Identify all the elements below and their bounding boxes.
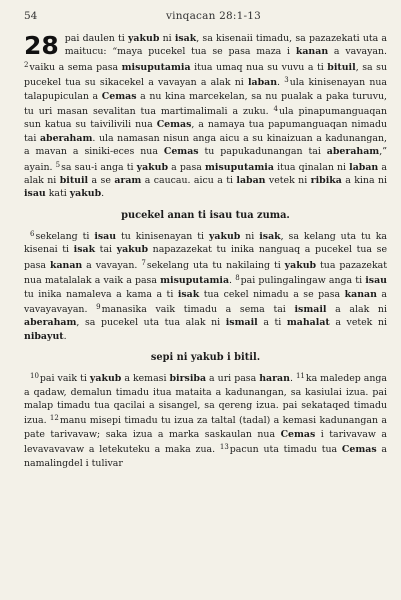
bold-name: yakub [89,373,122,385]
bold-name: Cemas [101,90,137,102]
text-run: ula pinapumanguaqan sun katua su taivilivili nua [24,106,387,131]
text-run: napazazekat tu inika nanguaq a pucekel tua se pasa [24,244,387,271]
bold-name: nibayut [24,330,64,342]
text-run: , sa kelang uta tu ka kisenai ti [24,230,387,256]
paragraph [24,370,387,470]
text-run: a kina ni [341,175,388,187]
text-run: . [289,373,296,385]
text-run: a vavayan. [328,46,387,58]
text-run: tua pazazekat nua matalalak a vaik a pasa [24,259,387,287]
bold-name: isak [259,230,281,242]
text-run: tu inika namaleva a kama a ti [24,288,178,300]
text-run: . [63,330,67,342]
verse-number: 11 [295,372,305,381]
text-run: a vavayan. [82,259,142,271]
bold-name: laban [349,161,379,173]
bold-name: yakub [284,259,317,271]
verse-number: 13 [219,443,229,452]
verse-number: 4 [273,105,279,114]
text-run: pai daulen ti [64,33,128,44]
bold-name: isak [177,288,200,300]
text-run: manu misepi timadu tu izua za taltal (tadal) a kemasi kadunangan a pate tarivavaw; saka izua a marka saskaulan nua [24,415,387,440]
bold-name: Cemas [156,119,192,131]
bold-name: yakub [116,244,149,256]
bold-name: misuputamia [205,161,274,173]
text-run: ula kinisenayan nua talapupiculan a [24,77,387,102]
text-run: a ti [257,317,287,329]
bold-name: laban [247,77,278,89]
bold-name: laban [236,175,266,187]
bold-name: isau [24,188,46,200]
text-run: ka maledep anga a qadaw, demalun timadu itua mataita a kadunangan, sa kasiulai izua. pai malap timadu tua qacilai a sisangel, sa qereng izua. pai sekataqed timadu izua. [24,373,387,427]
bold-name: kanan [344,288,377,300]
bold-name: ismail [225,317,258,329]
text-run: . ula namasan nisun anga aicu a su kinaizuan a kadunangan, a mavan a siniki-eces nua [24,132,387,158]
text-run: a pasa [168,161,206,173]
text-run: a vavayavayan. [24,288,387,315]
text-run: ni [240,230,260,242]
bold-name: aberaham [326,146,380,158]
verse-number: 6 [30,229,35,238]
bold-name: ismail [294,303,327,315]
section-heading: pucekel anan ti isau tua zuma. [121,209,290,221]
chapter-number: 28 [24,31,59,60]
bold-name: haran [259,373,290,385]
bold-name: isau [365,275,387,287]
text-run: a uri pasa [206,373,260,385]
text-run: a caucau. aicu a ti [141,175,237,187]
text-run: , sa su pucekel tua su sikacekel a vavayan a alak ni [24,61,387,89]
bold-name: misuputamia [121,61,191,73]
text-run: . [229,275,236,287]
chapter-reference: vinqacan 28:1-13 [166,10,261,22]
bold-name: Cemas [280,428,316,440]
bold-name: kanan [295,46,329,58]
scripture-text [24,32,387,470]
paragraph [24,228,387,343]
bold-name: birsiba [169,373,207,385]
text-run: tu papukadunangan tai [198,146,327,158]
verse-number: 5 [55,160,61,169]
bold-name: yakub [69,188,102,200]
bold-name: aram [114,175,142,187]
text-run: itua qinalan ni [273,161,350,173]
text-run: a nu kina marcekelan, sa nu pualak a paka turuvu, tu uri masan sevalitan tua martimalimali a zuku. [24,90,388,118]
text-run: ni [159,33,175,44]
bold-name: yakub [127,33,160,44]
bold-name: isau [94,230,117,242]
section-heading: sepi ni yakub i bitil. [150,352,261,364]
text-run: a se [88,175,115,187]
verse-number: 8 [235,274,240,283]
text-run: . [101,188,105,200]
bold-name: bituil [327,61,356,73]
bold-name: aberaham [24,317,77,329]
text-run: manasika vaik timadu a sema tai [101,303,295,315]
text-run: tai [95,244,117,256]
paragraph [24,32,387,201]
bold-name: isak [174,33,197,44]
text-run: a alak ni [326,303,387,315]
text-run: sekelang ti [35,230,95,242]
text-run: i tarivavaw a levavavavaw a letekuteku a maka zua. [24,428,387,456]
text-run: pai pulingalingaw anga ti [240,275,366,287]
text-run: a namalingdel i tulivar [24,444,387,469]
text-run: a vetek ni [329,317,387,329]
bold-name: Cemas [163,146,199,158]
text-run: a alak ni [24,161,387,187]
text-run: ,” ayain. [24,146,387,173]
text-run: . [277,77,285,89]
text-run: vaiku a sema pasa [29,61,122,73]
bold-name: misuputamia [160,275,230,287]
bold-name: kanan [49,259,83,271]
text-run: sa sau-i anga ti [61,161,137,173]
text-run: tu kinisenayan ti [116,230,209,242]
bold-name: mahalat [286,317,330,329]
text-run: kati [45,188,70,200]
bold-name: Cemas [341,444,377,456]
text-run: pai vaik ti [39,373,90,385]
verse-number: 3 [284,76,289,85]
verse-number: 7 [141,258,146,267]
bold-name: yakub [208,230,241,242]
bold-name: isak [73,244,96,256]
bold-name: aberaham [39,132,93,144]
text-run: , sa pucekel uta tua alak ni [76,317,226,329]
text-run: , a namaya tua papumanguaqan nimadu tai [24,119,387,144]
text-run: , sa kisenaii timadu, sa pazazekati uta a maitucu: “maya pucekel tua se pasa maza i [64,33,388,58]
verse-number: 10 [30,372,39,381]
verse-number: 12 [49,414,59,423]
bold-name: ribika [310,175,342,187]
bold-name: bituil [59,175,89,187]
running-head [24,6,387,24]
text-run: tua cekel nimadu a se pasa [199,288,345,300]
page-number: 54 [24,10,38,22]
text-run: vetek ni [265,175,311,187]
text-run: pacun uta timadu tua [229,444,342,456]
text-run: itua umaq nua su vuvu a ti [190,61,328,73]
verse-number: 9 [96,302,101,311]
text-run: sekelang uta tu nakilaing ti [146,259,285,271]
verse-number: 2 [24,60,29,69]
bold-name: yakub [136,161,169,173]
text-run: a kemasi [121,373,170,385]
